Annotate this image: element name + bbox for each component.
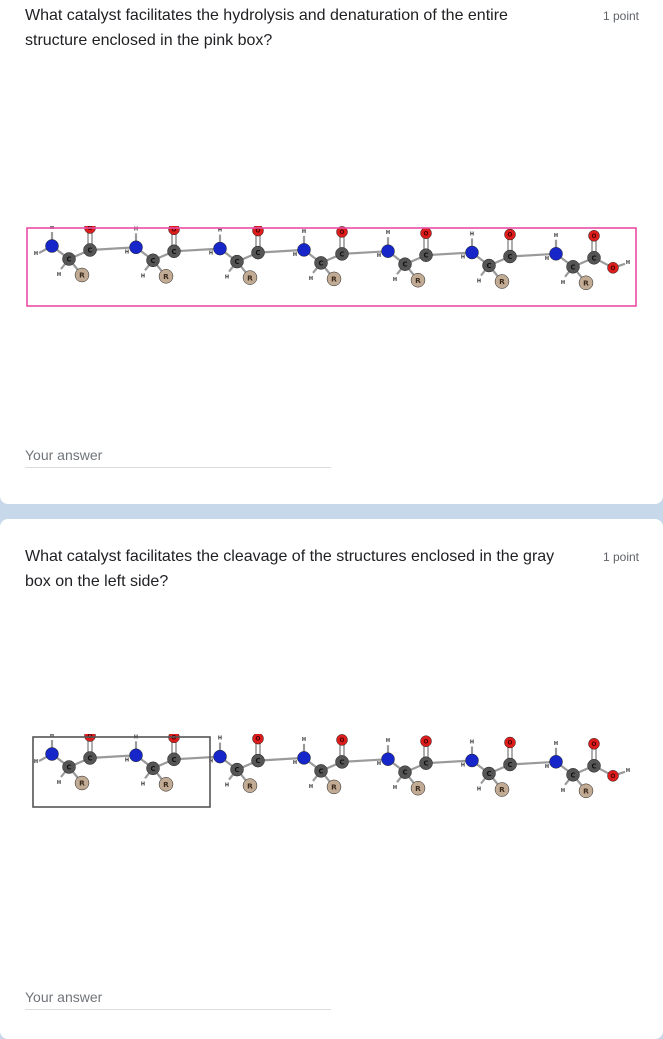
hydrogen-atom-label: H xyxy=(217,735,223,742)
alpha-carbon-atom-label: C xyxy=(486,769,492,778)
hydrogen-atom-label: H xyxy=(308,783,314,790)
nitrogen-atom xyxy=(550,755,563,768)
side-chain-r-group-label: R xyxy=(499,785,505,795)
bond xyxy=(258,758,304,761)
bond xyxy=(426,761,472,764)
carbonyl-carbon-atom-label: C xyxy=(507,252,513,261)
hydrogen-atom-label: H xyxy=(553,740,559,747)
side-chain-r-group-label: R xyxy=(583,786,589,796)
hydrogen-atom-label: H xyxy=(385,738,391,745)
oxygen-atom-label: O xyxy=(171,735,177,742)
side-chain-r-group-label: R xyxy=(163,271,169,281)
carbonyl-carbon-atom-label: C xyxy=(255,757,261,766)
hydrogen-atom-label: H xyxy=(301,228,307,235)
bond xyxy=(90,755,136,758)
oxygen-atom-label: O xyxy=(255,228,261,235)
nitrogen-atom xyxy=(46,240,59,253)
hydrogen-atom-label: H xyxy=(208,758,214,765)
points-label: 1 point xyxy=(602,550,639,564)
nitrogen-atom xyxy=(298,751,311,764)
hydrogen-atom-label: H xyxy=(625,259,631,266)
alpha-carbon-atom-label: C xyxy=(402,768,408,777)
bond xyxy=(90,247,136,250)
side-chain-r-group-label: R xyxy=(163,779,169,789)
alpha-carbon-atom-label: C xyxy=(66,255,72,264)
hydroxyl-oxygen-atom-label: O xyxy=(610,773,616,780)
hydrogen-atom-label: H xyxy=(292,251,298,258)
nitrogen-atom xyxy=(298,243,311,256)
hydrogen-atom-label: H xyxy=(392,785,398,792)
side-chain-r-group-label: R xyxy=(331,782,337,792)
side-chain-r-group-label: R xyxy=(79,270,85,280)
hydroxyl-oxygen-atom-label: O xyxy=(610,265,616,272)
carbonyl-carbon-atom-label: C xyxy=(591,762,597,771)
oxygen-atom-label: O xyxy=(423,739,429,746)
highlight-box xyxy=(33,737,210,807)
question-title: What catalyst facilitates the cleavage of the structures enclosed in the gray box on the left side? xyxy=(25,548,555,590)
alpha-carbon-atom-label: C xyxy=(570,771,576,780)
oxygen-atom-label: O xyxy=(87,734,93,741)
hydrogen-atom-label: H xyxy=(292,759,298,766)
alpha-carbon-atom-label: C xyxy=(234,766,240,775)
carbonyl-carbon-atom-label: C xyxy=(339,758,345,767)
side-chain-r-group-label: R xyxy=(415,275,421,285)
nitrogen-atom xyxy=(550,247,563,260)
oxygen-atom-label: O xyxy=(339,229,345,236)
hydrogen-atom-label: H xyxy=(140,273,146,280)
alpha-carbon-atom-label: C xyxy=(318,259,324,268)
side-chain-r-group-label: R xyxy=(247,273,253,283)
carbonyl-carbon-atom-label: C xyxy=(87,246,93,255)
hydrogen-atom-label: H xyxy=(49,734,55,739)
alpha-carbon-atom-label: C xyxy=(570,263,576,272)
carbonyl-carbon-atom-label: C xyxy=(255,249,261,258)
question-title: What catalyst facilitates the hydrolysis and denaturation of the entire structure enclosed in the pink box? xyxy=(25,7,508,49)
hydrogen-atom-label: H xyxy=(124,249,130,256)
side-chain-r-group-label: R xyxy=(247,781,253,791)
side-chain-r-group-label: R xyxy=(583,278,589,288)
hydrogen-atom-label: H xyxy=(140,781,146,788)
bond xyxy=(174,757,220,760)
hydrogen-atom-label: H xyxy=(308,275,314,282)
oxygen-atom-label: O xyxy=(339,737,345,744)
hydrogen-atom-label: H xyxy=(133,226,139,233)
oxygen-atom-label: O xyxy=(255,736,261,743)
hydrogen-atom-label: H xyxy=(56,780,62,786)
oxygen-atom-label: O xyxy=(591,233,597,240)
nitrogen-atom xyxy=(382,245,395,258)
hydrogen-atom-label: H xyxy=(476,278,482,285)
points-label: 1 point xyxy=(602,9,639,23)
hydrogen-atom-label: H xyxy=(49,226,55,231)
carbonyl-carbon-atom-label: C xyxy=(423,251,429,260)
hydrogen-atom-label: H xyxy=(376,761,382,768)
oxygen-atom-label: O xyxy=(507,740,513,747)
hydrogen-atom-label: H xyxy=(469,231,475,238)
hydrogen-atom-label: H xyxy=(544,255,550,262)
side-chain-r-group-label: R xyxy=(79,778,85,788)
bond xyxy=(342,251,388,254)
oxygen-atom-label: O xyxy=(171,227,177,234)
hydrogen-atom-label: H xyxy=(33,759,39,765)
oxygen-atom-label: O xyxy=(87,226,93,233)
hydrogen-atom-label: H xyxy=(560,279,566,286)
side-chain-r-group-label: R xyxy=(331,274,337,284)
alpha-carbon-atom-label: C xyxy=(66,763,72,772)
hydrogen-atom-label: H xyxy=(476,786,482,793)
bond xyxy=(510,254,556,257)
carbonyl-carbon-atom-label: C xyxy=(171,247,177,256)
hydrogen-atom-label: H xyxy=(553,232,559,239)
carbonyl-carbon-atom-label: C xyxy=(423,759,429,768)
nitrogen-atom xyxy=(130,241,143,254)
nitrogen-atom xyxy=(466,754,479,767)
oxygen-atom-label: O xyxy=(591,741,597,748)
hydrogen-atom-label: H xyxy=(224,782,230,789)
highlight-box xyxy=(27,228,636,306)
nitrogen-atom xyxy=(382,753,395,766)
hydrogen-atom-label: H xyxy=(469,739,475,746)
answer-input[interactable] xyxy=(25,985,331,1010)
alpha-carbon-atom-label: C xyxy=(150,256,156,265)
answer-input[interactable] xyxy=(25,443,331,468)
hydrogen-atom-label: H xyxy=(376,253,382,260)
bond xyxy=(510,762,556,765)
nitrogen-atom xyxy=(214,750,227,763)
alpha-carbon-atom-label: C xyxy=(318,767,324,776)
hydrogen-atom-label: H xyxy=(625,767,631,774)
carbonyl-carbon-atom-label: C xyxy=(87,754,93,763)
question-card-1 xyxy=(0,0,663,504)
question-card-2 xyxy=(0,519,663,1039)
alpha-carbon-atom-label: C xyxy=(234,258,240,267)
alpha-carbon-atom-label: C xyxy=(486,261,492,270)
hydrogen-atom-label: H xyxy=(385,230,391,237)
hydrogen-atom-label: H xyxy=(124,757,130,764)
nitrogen-atom xyxy=(466,246,479,259)
oxygen-atom-label: O xyxy=(507,232,513,239)
hydrogen-atom-label: H xyxy=(33,251,39,257)
nitrogen-atom xyxy=(214,242,227,255)
hydrogen-atom-label: H xyxy=(133,734,139,741)
carbonyl-carbon-atom-label: C xyxy=(507,760,513,769)
carbonyl-carbon-atom-label: C xyxy=(339,250,345,259)
alpha-carbon-atom-label: C xyxy=(402,260,408,269)
nitrogen-atom xyxy=(46,748,59,761)
hydrogen-atom-label: H xyxy=(392,277,398,284)
polypeptide-diagram-gray xyxy=(0,734,663,824)
carbonyl-carbon-atom-label: C xyxy=(171,755,177,764)
hydrogen-atom-label: H xyxy=(224,274,230,281)
hydrogen-atom-label: H xyxy=(560,787,566,794)
bond xyxy=(342,759,388,762)
bond xyxy=(426,253,472,256)
oxygen-atom-label: O xyxy=(423,231,429,238)
hydrogen-atom-label: H xyxy=(460,254,466,261)
alpha-carbon-atom-label: C xyxy=(150,764,156,773)
hydrogen-atom-label: H xyxy=(208,250,214,257)
hydrogen-atom-label: H xyxy=(301,736,307,743)
bond xyxy=(258,250,304,253)
hydrogen-atom-label: H xyxy=(217,227,223,234)
hydrogen-atom-label: H xyxy=(56,272,62,278)
polypeptide-diagram-pink xyxy=(0,226,663,316)
carbonyl-carbon-atom-label: C xyxy=(591,254,597,263)
nitrogen-atom xyxy=(130,749,143,762)
hydrogen-atom-label: H xyxy=(460,762,466,769)
hydrogen-atom-label: H xyxy=(544,763,550,770)
side-chain-r-group-label: R xyxy=(499,277,505,287)
bond xyxy=(174,249,220,252)
side-chain-r-group-label: R xyxy=(415,783,421,793)
